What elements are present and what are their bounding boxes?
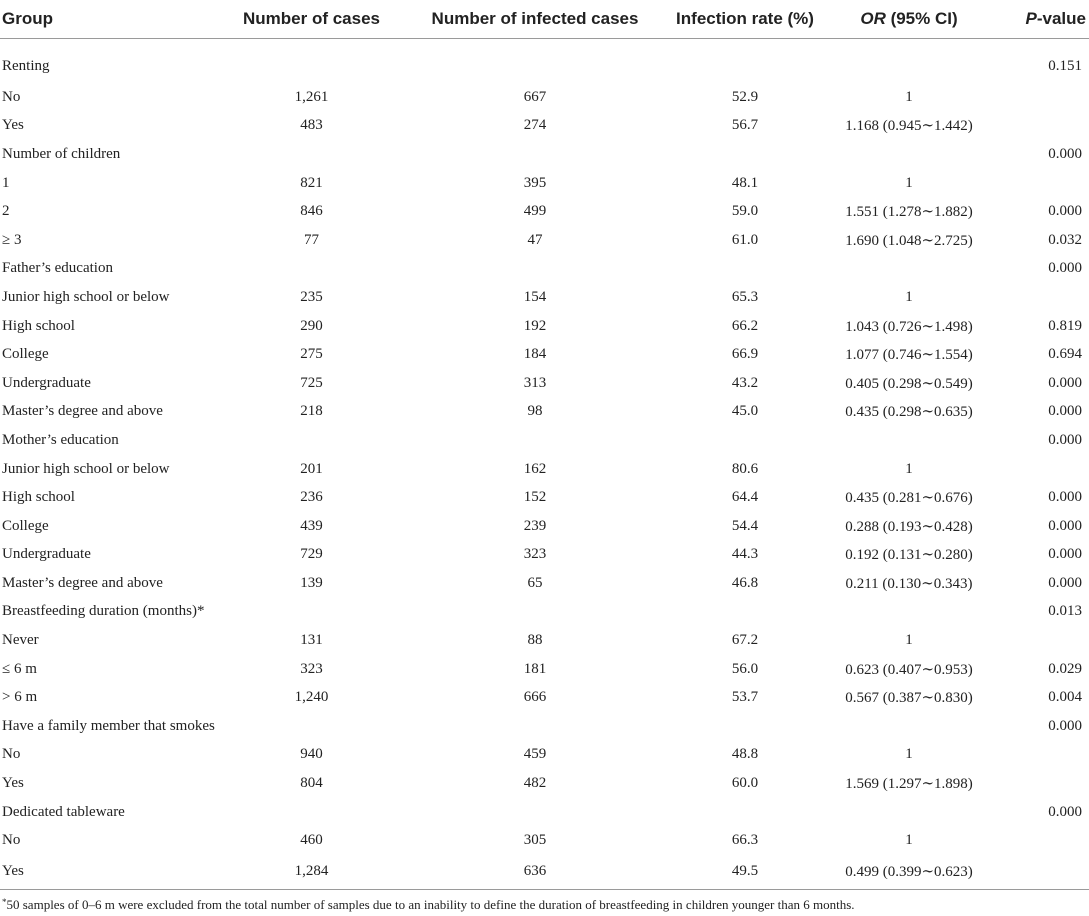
cell-cases: 236 <box>300 489 323 506</box>
cell-infected: 395 <box>523 174 547 191</box>
cell-or <box>820 598 998 627</box>
cell-group: Father’s education <box>2 260 113 277</box>
cell-cases: 235 <box>300 288 323 305</box>
cell-cases: 729 <box>300 546 323 563</box>
table-row <box>0 455 1089 484</box>
table-row <box>0 483 1089 512</box>
table-row <box>0 826 1089 855</box>
cell-infected: 98 <box>527 403 543 420</box>
header-or-label: OR <box>860 9 886 28</box>
cell-infected: 459 <box>523 746 547 763</box>
cell-rate: 48.8 <box>731 746 759 763</box>
cell-group: No <box>2 832 21 849</box>
cell-group: Junior high school or below <box>2 460 170 477</box>
cell-p-value: 0.000 <box>1048 546 1082 563</box>
cell-rate <box>670 140 820 169</box>
cell-or: 1 <box>905 88 913 105</box>
cell-infected <box>400 426 670 455</box>
header-or <box>820 0 998 39</box>
cell-rate: 80.6 <box>731 460 759 477</box>
footnote <box>2 898 855 912</box>
cell-or: 0.567 (0.387∼0.830) <box>845 690 973 707</box>
cell-cases: 804 <box>300 775 323 792</box>
cell-rate: 61.0 <box>731 231 759 248</box>
table-row <box>0 655 1089 684</box>
cell-cases <box>223 255 400 284</box>
cell-or: 1 <box>905 174 913 191</box>
cell-group: Undergraduate <box>2 374 91 391</box>
table-row <box>0 712 1089 741</box>
cell-cases: 1,284 <box>294 862 329 879</box>
cell-rate: 66.3 <box>731 832 759 849</box>
table-row <box>0 112 1089 141</box>
header-group: Group <box>0 0 223 39</box>
table-row <box>0 683 1089 712</box>
cell-rate: 48.1 <box>731 174 759 191</box>
table-row <box>0 426 1089 455</box>
table-row <box>0 169 1089 198</box>
cell-or: 0.499 (0.399∼0.623) <box>845 863 973 880</box>
cell-infected: 305 <box>523 832 547 849</box>
cell-infected: 636 <box>523 862 547 879</box>
cell-group: Junior high school or below <box>2 288 170 305</box>
cell-cases: 1,240 <box>294 689 329 706</box>
cell-p-value: 0.151 <box>1048 57 1082 74</box>
cell-p-value: 0.000 <box>1048 489 1082 506</box>
cell-p-value: 0.000 <box>1048 574 1082 591</box>
cell-group: No <box>2 746 21 763</box>
cell-p-value: 0.000 <box>1048 803 1082 820</box>
cell-rate: 66.9 <box>731 346 759 363</box>
cell-p-value: 0.000 <box>1048 403 1082 420</box>
cell-rate <box>670 426 820 455</box>
cell-cases: 439 <box>300 517 323 534</box>
table-row <box>0 197 1089 226</box>
table-row <box>0 855 1089 887</box>
cell-infected: 65 <box>527 574 543 591</box>
cell-infected: 192 <box>523 317 547 334</box>
cell-or: 1 <box>905 632 913 649</box>
cell-group: High school <box>2 317 75 334</box>
cell-or <box>820 798 998 827</box>
cell-group: Renting <box>2 57 50 74</box>
cell-infected: 313 <box>523 374 547 391</box>
cell-cases: 77 <box>304 231 319 248</box>
cell-group: 2 <box>2 203 10 220</box>
cell-p-value <box>998 455 1089 484</box>
header-p-value <box>998 0 1089 39</box>
cell-cases <box>223 140 400 169</box>
cell-p-value <box>998 826 1089 855</box>
cell-group: High school <box>2 489 75 506</box>
cell-infected: 181 <box>523 660 547 677</box>
cell-infected: 88 <box>527 632 543 649</box>
cell-rate: 67.2 <box>731 632 759 649</box>
cell-or: 1.077 (0.746∼1.554) <box>845 347 973 364</box>
cell-p-value: 0.000 <box>1048 517 1082 534</box>
cell-cases <box>223 712 400 741</box>
cell-or: 1 <box>905 746 913 763</box>
table-row <box>0 255 1089 284</box>
cell-infected: 667 <box>523 88 547 105</box>
cell-group: Master’s degree and above <box>2 574 163 591</box>
table-row <box>0 598 1089 627</box>
cell-or: 0.623 (0.407∼0.953) <box>845 661 973 678</box>
cell-cases: 131 <box>300 632 323 649</box>
cell-rate: 46.8 <box>731 574 759 591</box>
cell-p-value: 0.000 <box>1048 145 1082 162</box>
cell-p-value: 0.000 <box>1048 260 1082 277</box>
cell-rate: 66.2 <box>731 317 759 334</box>
cell-or: 0.435 (0.281∼0.676) <box>845 490 973 507</box>
cell-infected: 274 <box>523 117 547 134</box>
cell-or: 0.211 (0.130∼0.343) <box>845 575 973 592</box>
cell-rate <box>670 712 820 741</box>
table-row <box>0 83 1089 112</box>
cell-infected <box>400 39 670 84</box>
cell-cases: 940 <box>300 746 323 763</box>
table-body <box>0 39 1089 888</box>
cell-infected: 47 <box>527 231 543 248</box>
cell-p-value: 0.032 <box>1048 231 1082 248</box>
cell-infected <box>400 598 670 627</box>
cell-p-value: 0.000 <box>1048 203 1082 220</box>
cell-or: 0.405 (0.298∼0.549) <box>845 375 973 392</box>
cell-cases: 275 <box>300 346 323 363</box>
cell-cases <box>223 598 400 627</box>
cell-group: Mother’s education <box>2 431 119 448</box>
cell-group: ≥ 3 <box>2 231 22 248</box>
cell-infected: 239 <box>523 517 547 534</box>
cell-p-value: 0.000 <box>1048 717 1082 734</box>
cell-group: > 6 m <box>2 689 38 706</box>
cell-infected: 323 <box>523 546 547 563</box>
cell-group: Have a family member that smokes <box>2 717 215 734</box>
cell-infected: 482 <box>523 775 547 792</box>
cell-infected: 499 <box>523 203 547 220</box>
cell-rate: 49.5 <box>731 862 759 879</box>
cell-cases: 846 <box>300 203 323 220</box>
header-row <box>0 0 1089 39</box>
cell-group: ≤ 6 m <box>2 660 37 677</box>
cell-rate <box>670 255 820 284</box>
table-header <box>0 0 1089 39</box>
table-row <box>0 140 1089 169</box>
cell-or: 1.168 (0.945∼1.442) <box>845 118 973 135</box>
table-row <box>0 541 1089 570</box>
cell-group: No <box>2 88 21 105</box>
cell-or: 1 <box>905 460 913 477</box>
cell-or <box>820 255 998 284</box>
cell-infected <box>400 255 670 284</box>
cell-p-value: 0.029 <box>1048 660 1082 677</box>
cell-or: 1.569 (1.297∼1.898) <box>845 776 973 793</box>
cell-rate: 56.0 <box>731 660 759 677</box>
cell-rate: 59.0 <box>731 203 759 220</box>
cell-p-value <box>998 83 1089 112</box>
table-row <box>0 569 1089 598</box>
cell-infected: 184 <box>523 346 547 363</box>
cell-p-value <box>998 741 1089 770</box>
footnote-text: 50 samples of 0–6 m were excluded from the total number of samples due to an inability to define the duration of breastfeeding in children younger than 6 months. <box>6 897 855 912</box>
header-rate: Infection rate (%) <box>670 0 820 39</box>
cell-group: College <box>2 517 49 534</box>
cell-cases: 725 <box>300 374 323 391</box>
cell-p-value: 0.819 <box>1048 317 1082 334</box>
table-row <box>0 39 1089 84</box>
header-or-ci: (95% CI) <box>885 9 958 28</box>
cell-rate: 44.3 <box>731 546 759 563</box>
cell-infected <box>400 798 670 827</box>
cell-p-value: 0.004 <box>1048 689 1082 706</box>
table-row <box>0 769 1089 798</box>
cell-cases: 139 <box>300 574 323 591</box>
table-row <box>0 512 1089 541</box>
cell-p-value <box>998 626 1089 655</box>
cell-group: Yes <box>2 862 24 879</box>
table-row <box>0 398 1089 427</box>
cell-rate <box>670 798 820 827</box>
footnote-marker: * <box>2 897 7 907</box>
cell-or: 0.192 (0.131∼0.280) <box>845 547 973 564</box>
cell-cases <box>223 426 400 455</box>
cell-group: 1 <box>2 174 10 191</box>
cell-p-value: 0.000 <box>1048 431 1082 448</box>
table-row <box>0 626 1089 655</box>
cell-group: Master’s degree and above <box>2 403 163 420</box>
cell-cases: 218 <box>300 403 323 420</box>
cell-cases: 1,261 <box>294 88 329 105</box>
table-row <box>0 283 1089 312</box>
cell-p-value <box>998 769 1089 798</box>
cell-infected: 152 <box>523 489 547 506</box>
cell-or: 0.435 (0.298∼0.635) <box>845 404 973 421</box>
cell-cases: 323 <box>300 660 323 677</box>
cell-cases: 821 <box>300 174 323 191</box>
cell-or <box>820 712 998 741</box>
cell-cases: 290 <box>300 317 323 334</box>
cell-rate: 53.7 <box>731 689 759 706</box>
header-infected: Number of infected cases <box>400 0 670 39</box>
cell-p-value <box>998 855 1089 887</box>
cell-or <box>820 426 998 455</box>
cell-cases <box>223 39 400 84</box>
cell-group: Yes <box>2 775 24 792</box>
cell-infected <box>400 712 670 741</box>
cell-group: Never <box>2 632 39 649</box>
cell-group: Breastfeeding duration (months)* <box>2 603 205 620</box>
cell-p-value <box>998 283 1089 312</box>
cell-group: College <box>2 346 49 363</box>
cell-p-value <box>998 112 1089 141</box>
cell-or: 1.551 (1.278∼1.882) <box>845 204 973 221</box>
footnote-divider <box>0 889 1089 890</box>
cell-rate: 45.0 <box>731 403 759 420</box>
cell-group: Dedicated tableware <box>2 803 125 820</box>
cell-cases <box>223 798 400 827</box>
cell-p-value <box>998 169 1089 198</box>
cell-group: Undergraduate <box>2 546 91 563</box>
cell-rate: 64.4 <box>731 489 759 506</box>
cell-cases: 460 <box>300 832 323 849</box>
cell-group: Number of children <box>2 145 121 162</box>
table-row <box>0 226 1089 255</box>
cell-p-value: 0.013 <box>1048 603 1082 620</box>
cell-or: 1.043 (0.726∼1.498) <box>845 318 973 335</box>
table-row <box>0 340 1089 369</box>
cell-or: 0.288 (0.193∼0.428) <box>845 518 973 535</box>
table-row <box>0 741 1089 770</box>
cell-rate: 65.3 <box>731 288 759 305</box>
cell-or: 1 <box>905 288 913 305</box>
cell-cases: 201 <box>300 460 323 477</box>
cell-p-value: 0.000 <box>1048 374 1082 391</box>
cell-infected <box>400 140 670 169</box>
cell-or: 1 <box>905 832 913 849</box>
cell-infected: 154 <box>523 288 547 305</box>
table-row <box>0 312 1089 341</box>
cell-group: Yes <box>2 117 24 134</box>
cell-rate: 56.7 <box>731 117 759 134</box>
cell-or <box>820 39 998 84</box>
header-cases: Number of cases <box>223 0 400 39</box>
cell-rate: 60.0 <box>731 775 759 792</box>
cell-or: 1.690 (1.048∼2.725) <box>845 232 973 249</box>
cell-rate <box>670 39 820 84</box>
cell-p-value: 0.694 <box>1048 346 1082 363</box>
header-p-suffix: -value <box>1036 9 1086 28</box>
table-row <box>0 798 1089 827</box>
cell-rate: 52.9 <box>731 88 759 105</box>
cell-rate <box>670 598 820 627</box>
cell-cases: 483 <box>300 117 323 134</box>
cell-rate: 54.4 <box>731 517 759 534</box>
table-row <box>0 369 1089 398</box>
cell-rate: 43.2 <box>731 374 759 391</box>
header-p-label: P <box>1025 9 1037 28</box>
cell-infected: 666 <box>523 689 547 706</box>
cell-infected: 162 <box>523 460 547 477</box>
cell-or <box>820 140 998 169</box>
